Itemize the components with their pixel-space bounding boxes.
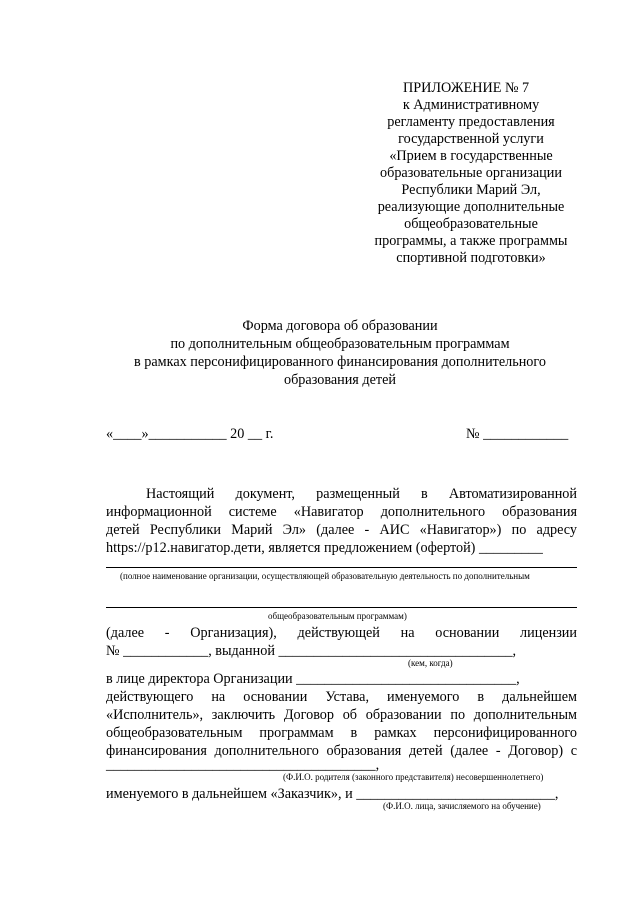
license-line: № ____________, выданной _________________________________,: [106, 643, 517, 659]
appendix-line: образовательные организации: [380, 165, 562, 181]
title-line: Форма договора об образовании: [242, 318, 438, 334]
appendix-line: регламенту предоставления: [387, 114, 555, 130]
org-name-blank: [106, 567, 577, 568]
org-name-blank: [106, 607, 577, 608]
body-line: Настоящий документ, размещенный в Автоматизированной: [146, 486, 577, 502]
appendix-line: Республики Марий Эл,: [401, 182, 541, 198]
title-line: образования детей: [284, 372, 396, 388]
appendix-line: государственной услуги: [398, 131, 544, 147]
appendix-line: реализующие дополнительные: [377, 199, 565, 215]
body-line: информационной системе «Навигатор дополнительного образования: [106, 504, 577, 520]
appendix-line: «Прием в государственные: [389, 148, 553, 164]
body-line: детей Республики Марий Эл» (далее - АИС «Навигатор») по адресу: [106, 522, 577, 538]
date-field: «____»___________ 20 __ г.: [106, 426, 274, 442]
body-line: «Исполнитель», заключить Договор об образовании по дополнительным: [106, 707, 577, 723]
caption-student: (Ф.И.О. лица, зачисляемого на обучение): [383, 801, 541, 811]
body-line: https://p12.навигатор.дети, является предложением (офертой) _________: [106, 540, 543, 556]
caption-org-name-cont: общеобразовательным программам): [268, 611, 407, 621]
appendix-line: программы, а также программы: [374, 233, 568, 249]
title-line: в рамках персонифицированного финансирования дополнительного: [134, 354, 546, 370]
contract-number-field: № ____________: [466, 426, 569, 442]
parent-line: ______________________________________,: [106, 757, 380, 773]
caption-parent: (Ф.И.О. родителя (законного представителя) несовершеннолетнего): [283, 772, 544, 782]
appendix-line: к Административному: [402, 97, 540, 113]
director-line: в лице директора Организации _______________________________,: [106, 671, 520, 687]
body-line: (далее - Организация), действующей на основании лицензии: [106, 625, 577, 641]
appendix-line: общеобразовательные: [404, 216, 538, 232]
body-line: действующего на основании Устава, именуемого в дальнейшем: [106, 689, 577, 705]
body-line: общеобразовательным программам в рамках персонифицированного: [106, 725, 577, 741]
customer-line: именуемого в дальнейшем «Заказчик», и ____________________________,: [106, 786, 559, 802]
caption-issued: (кем, когда): [408, 658, 453, 668]
appendix-line: спортивной подготовки»: [396, 250, 546, 266]
body-line: финансирования дополнительного образования детей (далее - Договор) с: [106, 743, 577, 759]
title-line: по дополнительным общеобразовательным программам: [170, 336, 510, 352]
caption-org-name: (полное наименование организации, осуществляющей образовательную деятельность по дополнительным: [120, 571, 530, 581]
appendix-number: ПРИЛОЖЕНИЕ № 7: [403, 80, 530, 96]
